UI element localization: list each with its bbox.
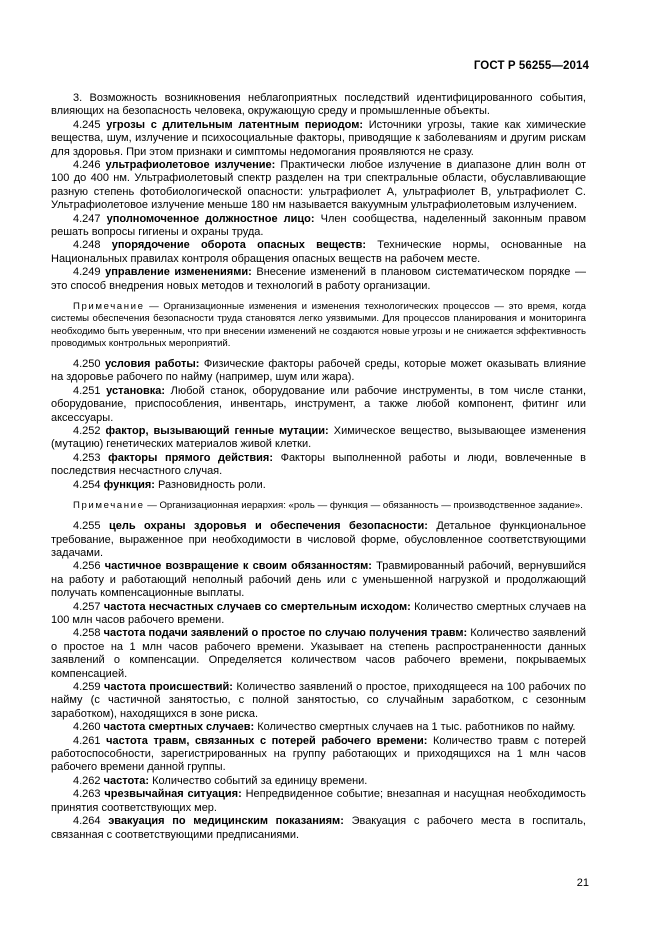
term-name: частота смертных случаев:: [103, 721, 255, 734]
note-text: — Организационные изменения и изменения технологических процессов — это время, когда системы обеспечения безопасности труда становятся легко уязвимыми. Для процессов планирования и мониторинга необходимо быть уверенным, что при внесении изменений не создаются новые угрозы и не снижается эффективность проводимых контрольных мероприятий.: [51, 301, 586, 349]
term-definition: [51, 775, 586, 788]
term-name: эвакуация по медицинским показаниям:: [108, 815, 344, 828]
term-text: Практически любое излучение в диапазоне длин волн от 100 до 400 нм. Ультрафиолетовый спектр разделен на три спектральные области, обуславливающие разную степень фотобиологической опасности: ультрафиолет А, ультрафиолет В, ультрафиолет С. Ультрафиолетовое излучение меньше 180 нм называется вакуумным ультрафиолетовым излучением.: [51, 159, 586, 212]
term-text: Факторы выполненной работы и люди, вовлеченные в последствия несчастного случая.: [51, 451, 586, 478]
term-name: частота несчастных случаев со смертельным исходом:: [103, 600, 411, 613]
term-definition: [51, 213, 586, 240]
term-text: 3. Возможность возникновения неблагоприятных последствий идентифицированного события, влияющих на безопасность человека, окружающую среду и промышленные объекты.: [51, 92, 586, 118]
term-number: 4.252: [73, 424, 101, 437]
term-definition: [51, 815, 586, 842]
term-number: 4.251: [73, 384, 101, 397]
term-definition: [51, 479, 586, 492]
term-name: функция:: [103, 478, 155, 491]
continuation-paragraph: [51, 92, 586, 119]
term-name: частичное возвращение к своим обязанностям:: [104, 560, 372, 573]
term-text: Разновидность роли.: [158, 478, 266, 491]
term-text: Детальное функциональное требование, выраженное при необходимости в числовой форме, обусловленное соответствующими задачами.: [51, 520, 586, 559]
term-text: Источники угрозы, такие как химические вещества, шум, излучение и психосоциальные факторы, приводящие к заболеваниям и другим рискам для здоровья. При этом признаки и симптомы недомогания проявляются не сразу.: [51, 118, 586, 158]
term-definition: [51, 681, 586, 721]
term-text: Внесение изменений в плановом систематическом порядке — это способ внедрения новых методов и технологий в работу организации.: [51, 266, 586, 292]
term-text: Количество событий за единицу времени.: [152, 774, 368, 787]
term-definition: [51, 425, 586, 452]
page-number: 21: [576, 877, 589, 889]
term-text: Член сообщества, наделенный законным правом решать вопросы гигиены и охраны труда.: [51, 212, 587, 239]
term-name: фактор, вызывающий генные мутации:: [105, 424, 329, 437]
term-name: управление изменениями:: [105, 266, 252, 279]
term-name: упорядочение оборота опасных веществ:: [111, 239, 367, 252]
term-name: частота происшествий:: [104, 681, 233, 694]
term-number: 4.260: [73, 721, 101, 734]
note-paragraph: [51, 301, 586, 350]
note-label: Примечание: [73, 499, 145, 511]
term-number: 4.262: [73, 774, 101, 787]
term-text: Непредвиденное событие; внезапная и насущная необходимость принятия соответствующих мер.: [51, 788, 587, 814]
term-definition: [51, 266, 586, 293]
term-name: частота травм, связанных с потерей рабочего времени:: [106, 734, 428, 747]
term-number: 4.256: [73, 560, 101, 573]
term-name: факторы прямого действия:: [108, 451, 274, 464]
term-definition: [51, 119, 586, 159]
term-name: частота подачи заявлений о простое по случаю получения травм:: [103, 627, 468, 640]
term-text: Количество смертных случаев на 1 тыс. работников по найму.: [257, 721, 576, 734]
term-text: Любой станок, оборудование или рабочие инструменты, в том числе станки, оборудование, приспособления, инвентарь, инструмент, а также любой компонент, фитинг или аксессуары.: [51, 384, 586, 424]
term-number: 4.248: [73, 239, 101, 252]
term-name: чрезвычайная ситуация:: [104, 788, 242, 801]
term-name: цель охраны здоровья и обеспечения безопасности:: [108, 520, 428, 533]
document-body: [51, 92, 586, 842]
term-text: Травмированный рабочий, вернувшийся на работу и работающий неполный рабочий день или с уменьшенной нагрузкой и продолжающий получать компенсационные выплаты.: [51, 560, 586, 600]
term-number: 4.255: [73, 520, 101, 533]
term-text: Количество травм с потерей работоспособности, зарегистрированных на группу работающих и приходящихся на 1 млн часов рабочего времени данной группы.: [51, 734, 586, 774]
note-text: — Организационная иерархия: «роль — функция — обязанность — производственное задание».: [144, 499, 583, 511]
term-definition: [51, 560, 586, 600]
term-text: Физические факторы рабочей среды, которые может оказывать влияние на здоровье рабочего по найму (например, шум или жара).: [51, 357, 587, 384]
term-name: ультрафиолетовое излучение:: [105, 159, 276, 172]
term-definition: [51, 239, 586, 266]
term-name: установка:: [106, 384, 166, 397]
term-number: 4.250: [73, 357, 101, 370]
term-number: 4.245: [73, 118, 101, 131]
term-number: 4.259: [73, 681, 101, 694]
term-number: 4.253: [73, 451, 101, 464]
term-definition: [51, 788, 586, 815]
term-text: Количество смертных случаев на 100 млн часов рабочего времени.: [51, 600, 586, 627]
term-name: угрозы с длительным латентным периодом:: [106, 118, 364, 131]
term-definition: [51, 735, 586, 775]
term-text: Химическое вещество, вызывающее изменения (мутацию) генетических материалов живой клетки.: [51, 424, 586, 451]
term-definition: [51, 159, 586, 213]
term-number: 4.261: [73, 734, 101, 747]
note-label: Примечание: [73, 301, 145, 313]
term-definition: [51, 385, 586, 425]
term-number: 4.246: [73, 159, 101, 172]
term-number: 4.247: [73, 212, 101, 225]
term-text: Технические нормы, основанные на Национальных правилах контроля обращения опасных веществ на рабочем месте.: [51, 239, 586, 265]
term-number: 4.254: [73, 478, 101, 491]
term-definition: [51, 721, 586, 734]
term-definition: [51, 627, 586, 681]
term-definition: [51, 452, 586, 479]
term-name: частота:: [103, 774, 150, 787]
term-number: 4.258: [73, 627, 101, 640]
term-text: Количество заявлений о простое на 1 млн часов рабочего времени. Указывает на степень распространенности данных заявлений о компенсации. Определяется количеством часов рабочего времени, покрываемых компенсацией.: [51, 627, 586, 680]
term-number: 4.264: [73, 815, 101, 828]
term-number: 4.263: [73, 788, 101, 801]
term-number: 4.249: [73, 266, 101, 279]
term-number: 4.257: [73, 600, 101, 613]
term-definition: [51, 601, 586, 628]
note-paragraph: [51, 500, 586, 512]
term-name: условия работы:: [104, 357, 200, 370]
term-text: Эвакуация с рабочего места в госпиталь, связанная с соответствующими предписаниями.: [51, 815, 586, 841]
term-text: Количество заявлений о простое, приходящееся на 100 рабочих по найму (с частичной занятостью, с полной занятостью, со случайным заработком, с сезонным заработком), находящихся в зоне риска.: [51, 681, 586, 720]
document-code: ГОСТ Р 56255—2014: [473, 60, 589, 72]
term-name: уполномоченное должностное лицо:: [106, 212, 315, 225]
term-definition: [51, 358, 586, 385]
term-definition: [51, 520, 586, 560]
